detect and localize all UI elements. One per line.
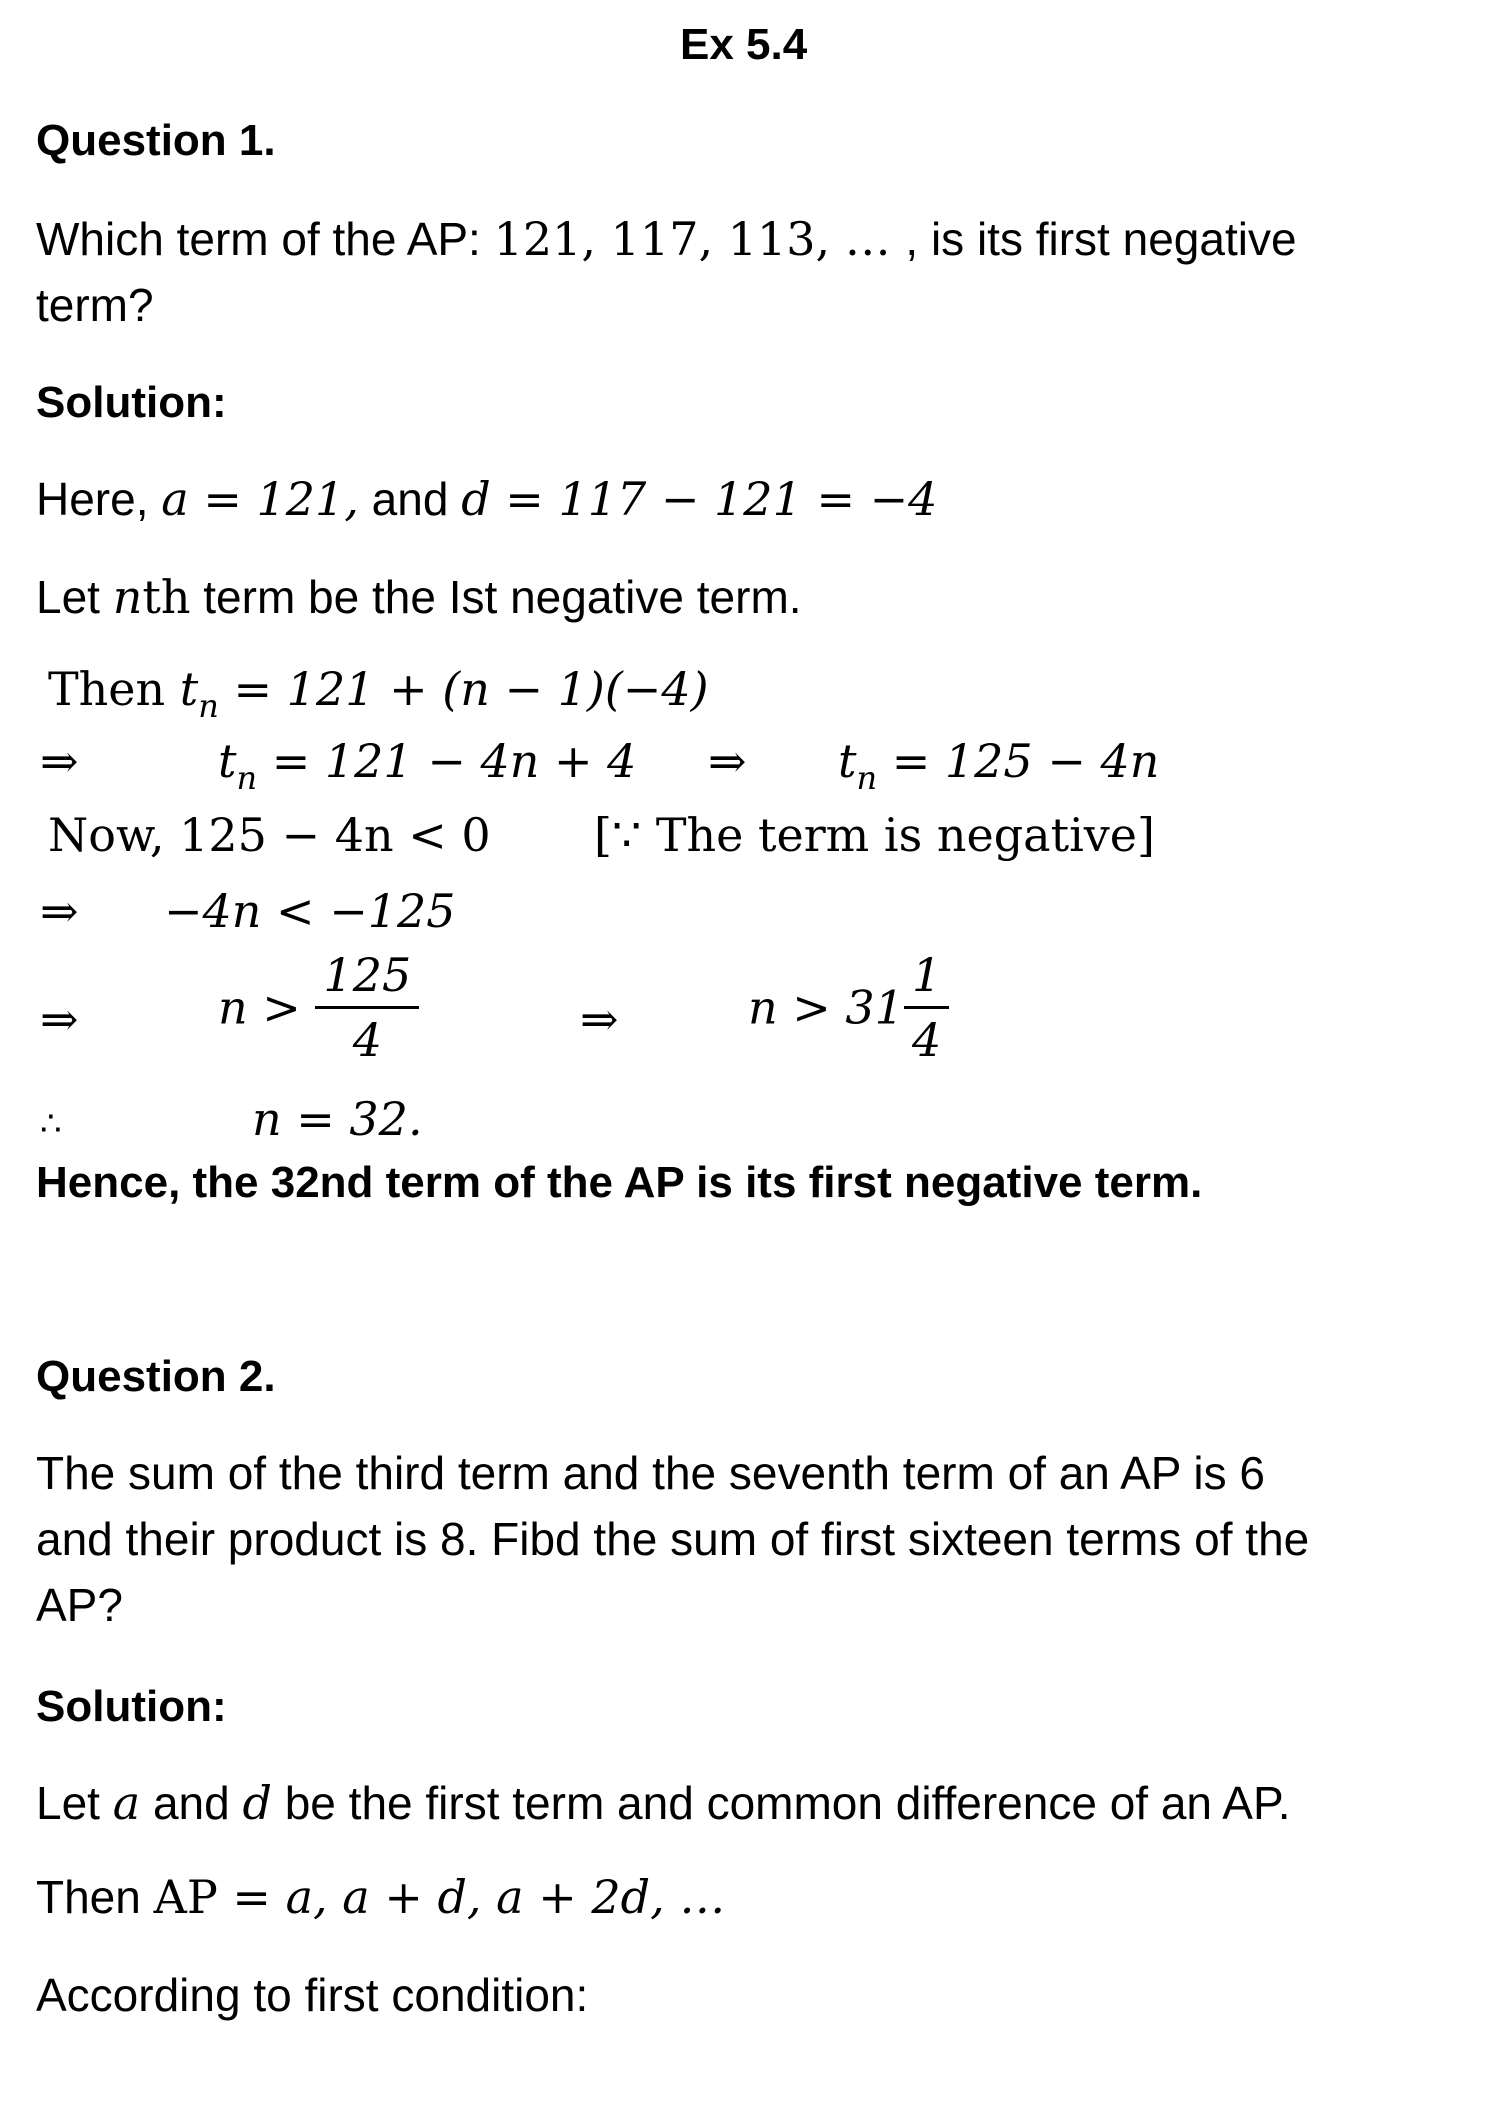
implies-5: ⇒ bbox=[580, 992, 619, 1046]
q2-let-a: a bbox=[112, 1776, 141, 1830]
q2-let-text: Let bbox=[36, 1777, 113, 1829]
here-d-equation: d = 117 − 121 = −4 bbox=[461, 472, 938, 526]
question-2-line2: and their product is 8. Fibd the sum of first sixteen terms of the bbox=[36, 1513, 1310, 1565]
solution-2-label: Solution: bbox=[36, 1682, 227, 1731]
step-5b-fraction bbox=[904, 948, 949, 1067]
let-th: th bbox=[142, 570, 191, 624]
step-5b-numerator: 1 bbox=[904, 948, 949, 1009]
step-2-t: t bbox=[218, 734, 237, 788]
step-5b bbox=[748, 948, 949, 1067]
question-1-text-line2: term? bbox=[36, 279, 154, 331]
step-2b-n: n bbox=[856, 759, 878, 797]
step-2b-t: t bbox=[838, 734, 857, 788]
q2-then-rest: = a, a + d, a + 2d, … bbox=[217, 1870, 726, 1924]
step-1-rest: = 121 + (n − 1)(−4) bbox=[218, 662, 709, 716]
q2-according: According to first condition: bbox=[36, 1969, 589, 2021]
step-4: −4n < −125 bbox=[164, 884, 456, 938]
q2-let-suffix: be the first term and common difference of an AP. bbox=[271, 1777, 1291, 1829]
step-2 bbox=[218, 734, 637, 797]
q1-sequence: 121, 117, 113, … bbox=[493, 212, 906, 266]
here-a-equation: a = 121, bbox=[161, 472, 359, 526]
let-suffix: term be the Ist negative term. bbox=[190, 571, 802, 623]
here-text: Here, bbox=[36, 473, 162, 525]
q2-then-line bbox=[36, 1866, 725, 1928]
let-text: Let bbox=[36, 571, 113, 623]
q2-let-line bbox=[36, 1772, 1290, 1834]
step-5-lhs: n > bbox=[218, 980, 301, 1035]
here-and: and bbox=[358, 473, 462, 525]
therefore-symbol: ∴ bbox=[40, 1104, 62, 1144]
step-1-n: n bbox=[198, 687, 219, 725]
step-3-reason: [∵ The term is negative] bbox=[594, 808, 1155, 862]
q1-suffix: , is its first negative bbox=[905, 213, 1297, 265]
question-1-text bbox=[36, 208, 1297, 270]
question-1-conclusion: Hence, the 32nd term of the AP is its first negative term. bbox=[36, 1158, 1203, 1207]
question-2-heading: Question 2. bbox=[36, 1352, 276, 1401]
q2-let-and: and bbox=[140, 1777, 243, 1829]
question-1-heading: Question 1. bbox=[36, 116, 276, 165]
implies-3: ⇒ bbox=[40, 884, 79, 938]
step-1-word: Then bbox=[48, 662, 180, 716]
q2-then-ap: AP bbox=[153, 1870, 218, 1924]
here-line bbox=[36, 468, 937, 530]
q2-then-text: Then bbox=[36, 1871, 154, 1923]
step-1-t: t bbox=[179, 662, 199, 716]
step-6: n = 32. bbox=[252, 1092, 423, 1146]
step-5-fraction bbox=[315, 948, 419, 1067]
step-2b bbox=[838, 734, 1160, 797]
question-2-line3: AP? bbox=[36, 1579, 123, 1631]
step-5 bbox=[218, 948, 419, 1067]
step-2-n: n bbox=[236, 759, 258, 797]
page-title: Ex 5.4 bbox=[680, 20, 808, 69]
implies-2: ⇒ bbox=[708, 734, 747, 788]
let-n: n bbox=[112, 570, 143, 624]
q1-prefix: Which term of the AP: bbox=[36, 213, 494, 265]
implies-1: ⇒ bbox=[40, 734, 79, 788]
step-5-denominator: 4 bbox=[352, 1013, 382, 1067]
step-2-rest: = 121 − 4n + 4 bbox=[257, 734, 637, 788]
step-5b-lhs: n > 31 bbox=[748, 980, 904, 1035]
step-5-numerator: 125 bbox=[315, 948, 419, 1009]
step-3: Now, 125 − 4n < 0 bbox=[48, 808, 491, 862]
step-1 bbox=[48, 662, 709, 725]
question-2-line1: The sum of the third term and the seventh term of an AP is 6 bbox=[36, 1447, 1266, 1499]
q2-let-d: d bbox=[242, 1776, 272, 1830]
step-5b-denominator: 4 bbox=[911, 1013, 942, 1067]
step-2b-rest: = 125 − 4n bbox=[877, 734, 1160, 788]
solution-1-label: Solution: bbox=[36, 378, 227, 427]
let-line bbox=[36, 566, 802, 628]
implies-4: ⇒ bbox=[40, 992, 79, 1046]
